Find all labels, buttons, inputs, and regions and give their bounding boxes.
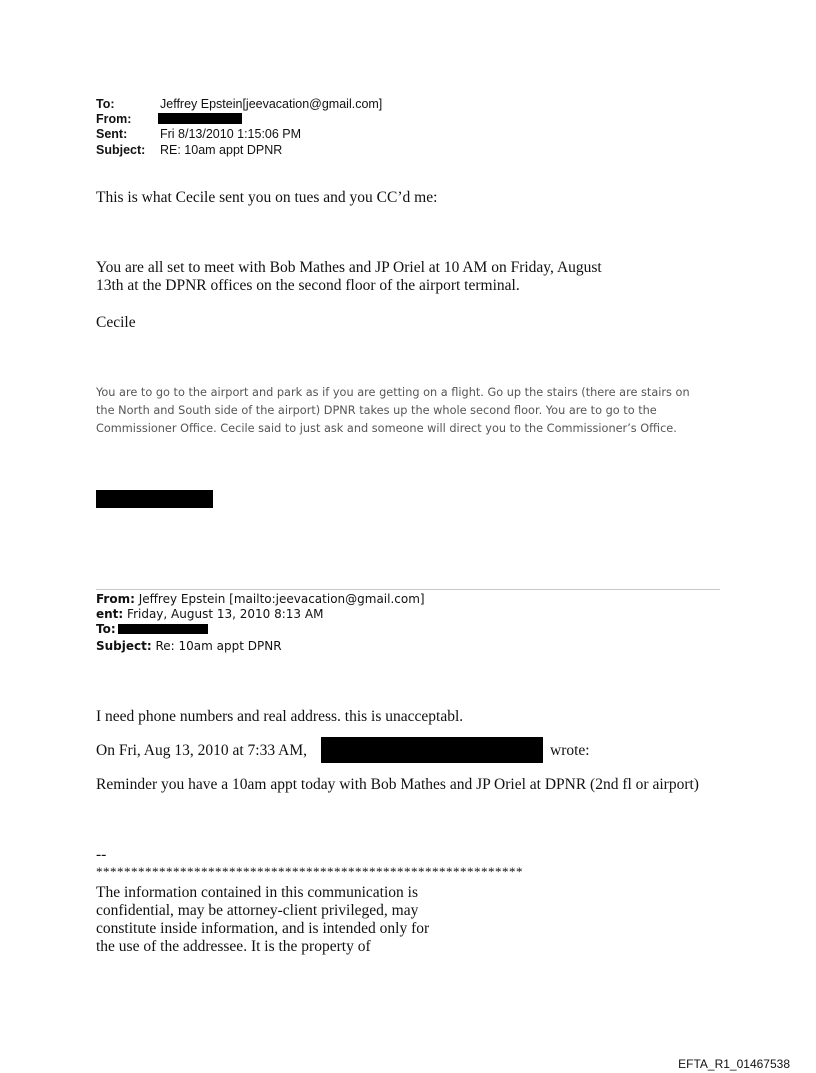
para1-line1: You are all set to meet with Bob Mathes and JP Oriel at 10 AM on Friday, August (96, 259, 602, 276)
directions-line3: Commissioner Office. Cecile said to just ask and someone will direct you to the Commissioner’s Office. (96, 422, 677, 435)
quoted-from-label: From: (96, 592, 135, 606)
to-value: Jeffrey Epstein[jeevacation@gmail.com] (160, 97, 383, 111)
from-label: From: (96, 112, 132, 126)
redaction-from (158, 113, 242, 124)
quoted-subject-label: Subject: (96, 639, 152, 653)
directions-line2: the North and South side of the airport) DPNR takes up the whole second floor. You are to go to the (96, 404, 657, 417)
document-id: EFTA_R1_01467538 (678, 1057, 790, 1071)
subject-value: RE: 10am appt DPNR (160, 143, 283, 157)
directions-line1: You are to go to the airport and park as if you are getting on a flight. Go up the stairs (there are stairs on (96, 386, 690, 399)
sent-value: Fri 8/13/2010 1:15:06 PM (160, 127, 302, 141)
to-label: To: (96, 97, 115, 111)
on-line-prefix: On Fri, Aug 13, 2010 at 7:33 AM, (96, 742, 307, 759)
quoted-subject-value: Re: 10am appt DPNR (151, 639, 282, 653)
quoted-sent-value: Friday, August 13, 2010 8:13 AM (123, 607, 324, 621)
reminder-text: Reminder you have a 10am appt today with Bob Mathes and JP Oriel at DPNR (2nd fl or airport) (96, 776, 699, 793)
disclaimer-line3: constitute inside information, and is intended only for (96, 920, 430, 937)
redaction-sender (321, 737, 543, 763)
subject-label: Subject: (96, 143, 146, 157)
signature: Cecile (96, 314, 136, 331)
quoted-from-line (96, 592, 425, 607)
disclaimer-line1: The information contained in this communication is (96, 884, 418, 901)
disclaimer-line2: confidential, may be attorney-client privileged, may (96, 902, 419, 919)
reply-text: I need phone numbers and real address. this is unacceptabl. (96, 708, 464, 725)
disclaimer-line4: the use of the addressee. It is the property of (96, 938, 371, 955)
redaction-signature-block (96, 490, 213, 508)
divider (96, 589, 720, 590)
redaction-quoted-to (118, 624, 208, 634)
email-header (0, 0, 816, 160)
quoted-sent-line (96, 607, 323, 622)
quoted-to-label: To: (96, 622, 116, 636)
quoted-to-line (96, 622, 116, 637)
disclaimer-stars: ************************************************************* (96, 864, 523, 879)
quoted-from-value: Jeffrey Epstein [mailto:jeevacation@gmail.com] (134, 592, 425, 606)
para1-line2: 13th at the DPNR offices on the second floor of the airport terminal. (96, 277, 520, 294)
on-line-suffix: wrote: (550, 742, 590, 759)
quoted-sent-label: ent: (96, 607, 124, 621)
sent-label: Sent: (96, 127, 128, 141)
intro-text: This is what Cecile sent you on tues and you CC’d me: (96, 189, 438, 206)
signature-dashes: -- (96, 846, 107, 863)
quoted-subject-line (96, 639, 282, 654)
